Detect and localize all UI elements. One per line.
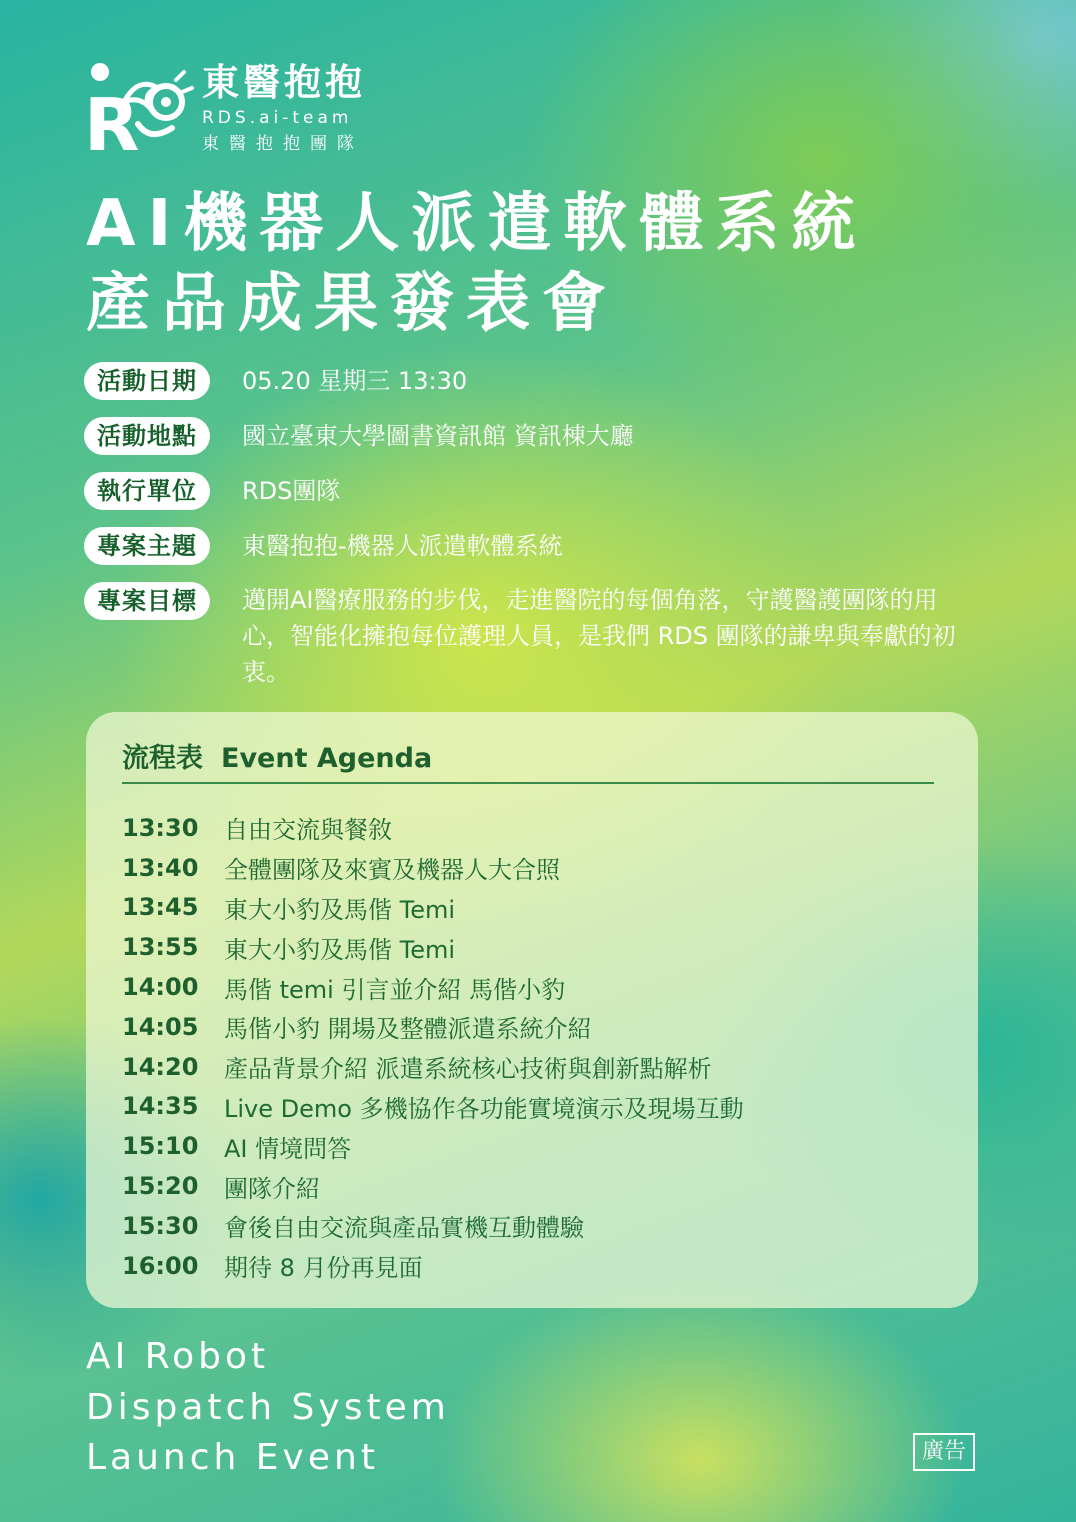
- logo-subtitle-zh: 東醫抱抱團隊: [202, 134, 364, 154]
- title-line-2: 產品成果發表會: [86, 267, 618, 341]
- english-title-line-2: Dispatch System: [86, 1386, 450, 1428]
- agenda-desc: 會後自由交流與產品實機互動體驗: [224, 1214, 584, 1243]
- agenda-time: 15:20: [122, 1172, 199, 1201]
- agenda-time: 13:45: [122, 893, 199, 922]
- info-row-organizer: [84, 472, 994, 510]
- agenda-item: [122, 888, 942, 928]
- agenda-time: 16:00: [122, 1251, 199, 1280]
- agenda-time: 13:40: [122, 853, 199, 882]
- info-row-location: [84, 417, 994, 455]
- agenda-item: [122, 967, 942, 1007]
- info-value: 邁開AI醫療服務的步伐，走進醫院的每個角落，守護醫護團隊的用心，智能化擁抱每位護理人員，是我們 RDS 團隊的謙卑與奉獻的初衷。: [242, 586, 956, 686]
- agenda-item: [122, 808, 942, 848]
- agenda-desc: Live Demo 多機協作各功能實境演示及現場互動: [224, 1094, 744, 1123]
- agenda-desc: 全體團隊及來賓及機器人大合照: [224, 856, 560, 885]
- agenda-item: [122, 848, 942, 888]
- agenda-item: [122, 1087, 942, 1127]
- page-title: [86, 184, 867, 344]
- info-value: 東醫抱抱-機器人派遣軟體系統: [242, 532, 563, 560]
- info-label: 執行單位: [84, 472, 210, 510]
- info-label: 活動地點: [84, 417, 210, 455]
- agenda-time: 14:35: [122, 1092, 199, 1121]
- rds-logo-icon: [84, 62, 194, 158]
- info-value: 05.20 星期三 13:30: [242, 367, 468, 395]
- agenda-desc: 期待 8 月份再見面: [224, 1254, 423, 1283]
- info-row-theme: [84, 527, 994, 565]
- agenda-list: [122, 808, 942, 1286]
- agenda-desc: 東大小豹及馬偕 Temi: [224, 935, 456, 964]
- info-row-date: [84, 362, 994, 400]
- agenda-desc: 團隊介紹: [224, 1174, 320, 1203]
- agenda-item: [122, 1246, 942, 1286]
- agenda-item: [122, 1007, 942, 1047]
- agenda-desc: 東大小豹及馬偕 Temi: [224, 895, 456, 924]
- english-title-line-1: AI Robot: [86, 1336, 270, 1377]
- logo-subtitle: RDS.ai-team: [202, 108, 353, 128]
- agenda-title: [122, 736, 432, 775]
- english-title-line-3: Launch Event: [86, 1437, 379, 1478]
- agenda-desc: 自由交流與餐敘: [224, 816, 392, 845]
- agenda-time: 15:10: [122, 1132, 199, 1161]
- agenda-desc: 馬偕 temi 引言並介紹 馬偕小豹: [224, 975, 566, 1004]
- info-value: 國立臺東大學圖書資訊館 資訊棟大廳: [242, 422, 634, 450]
- agenda-item: [122, 1166, 942, 1206]
- agenda-time: 14:05: [122, 1012, 199, 1041]
- agenda-desc: 馬偕小豹 開場及整體派遣系統介紹: [224, 1015, 592, 1044]
- info-row-goal: [84, 582, 994, 690]
- logo: [84, 62, 404, 162]
- info-label: 活動日期: [84, 362, 210, 400]
- agenda-item: [122, 1047, 942, 1087]
- agenda-time: 15:30: [122, 1211, 199, 1240]
- agenda-item: [122, 1206, 942, 1246]
- agenda-divider: [122, 782, 934, 784]
- event-info: [84, 362, 994, 707]
- agenda-item: [122, 927, 942, 967]
- agenda-time: 13:30: [122, 813, 199, 842]
- info-label: 專案目標: [84, 582, 210, 620]
- agenda-time: 14:00: [122, 973, 199, 1002]
- logo-mark-letter: R: [84, 83, 140, 158]
- agenda-title-zh: 流程表: [122, 743, 203, 774]
- agenda-time: 13:55: [122, 933, 199, 962]
- logo-title: 東醫抱抱: [202, 61, 366, 104]
- info-label: 專案主題: [84, 527, 210, 565]
- title-line-1: AI機器人派遣軟體系統: [86, 187, 868, 261]
- agenda-title-en: Event Agenda: [221, 743, 433, 774]
- agenda-desc: 產品背景介紹 派遣系統核心技術與創新點解析: [224, 1055, 712, 1084]
- ad-badge: 廣告: [913, 1433, 975, 1471]
- agenda-time: 14:20: [122, 1052, 199, 1081]
- info-value: RDS團隊: [242, 477, 341, 505]
- agenda-item: [122, 1126, 942, 1166]
- agenda-card: [86, 712, 978, 1308]
- agenda-desc: AI 情境問答: [224, 1134, 352, 1163]
- english-title: [86, 1332, 450, 1484]
